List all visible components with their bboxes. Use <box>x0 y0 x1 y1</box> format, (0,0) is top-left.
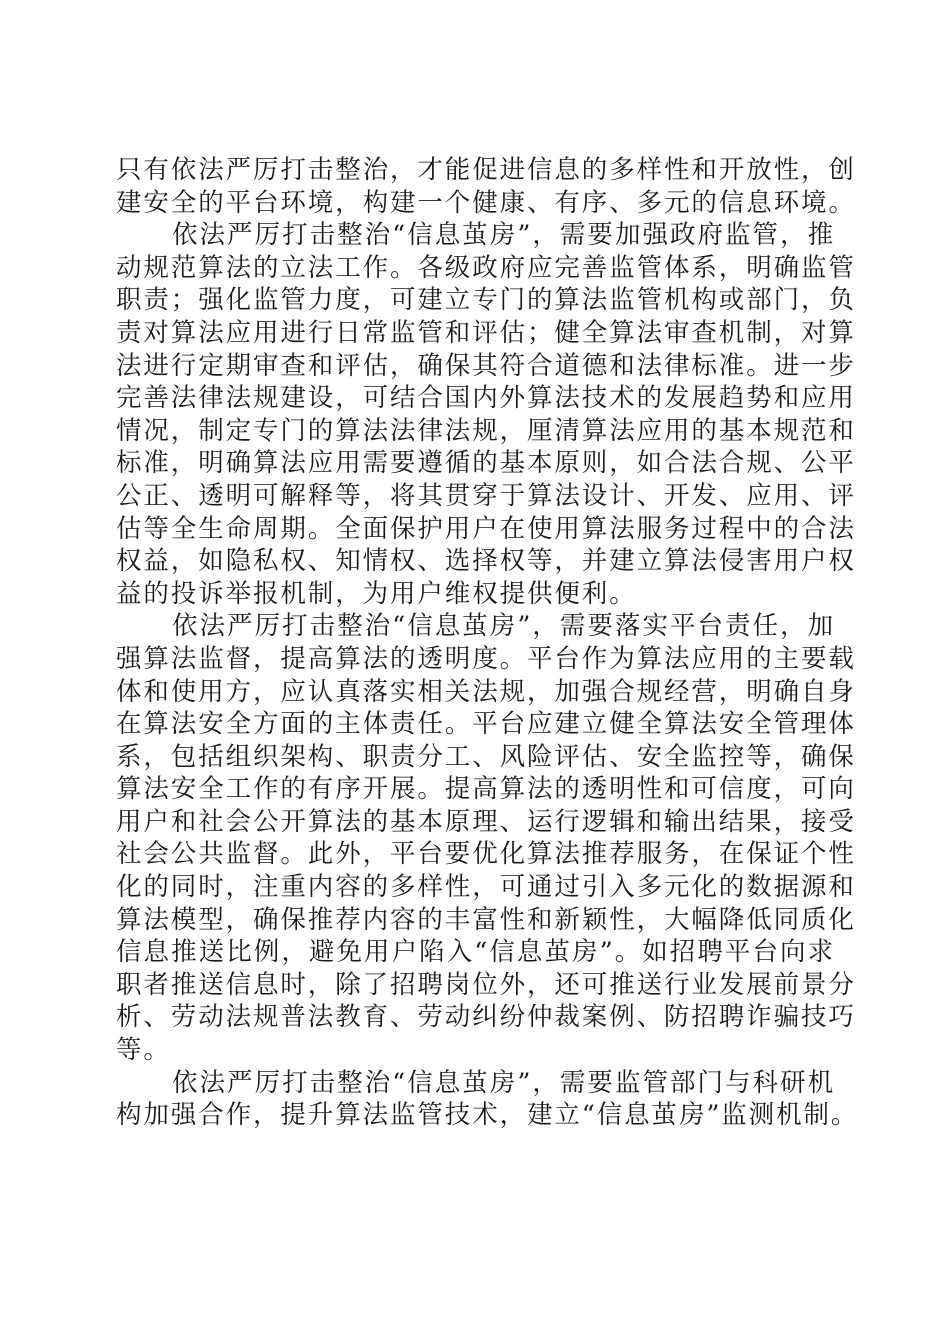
document-body <box>116 154 859 1132</box>
paragraph-line: 只有依法严厉打击整治，才能促进信息的多样性和开放性，创 <box>116 155 856 185</box>
paragraph <box>116 1067 859 1132</box>
paragraph-line: 权益，如隐私权、知情权、选择权等，并建立算法侵害用户权 <box>116 546 856 577</box>
paragraph-line: 构加强合作，提升算法监管技术，建立“信息茧房”监测机制。 <box>116 1100 859 1131</box>
paragraph-line: 完善法律法规建设，可结合国内外算法技术的发展趋势和应用 <box>116 383 856 414</box>
paragraph-line: 益的投诉举报机制，为用户维权提供便利。 <box>116 578 637 609</box>
paragraph-line: 职责；强化监管力度，可建立专门的算法监管机构或部门，负 <box>116 285 856 316</box>
paragraph-line: 依法严厉打击整治“信息茧房”，需要落实平台责任，加 <box>172 611 835 642</box>
paragraph-line: 系，包括组织架构、职责分工、风险评估、安全监控等，确保 <box>116 741 856 772</box>
paragraph-line: 职者推送信息时，除了招聘岗位外，还可推送行业发展前景分 <box>116 969 856 1000</box>
paragraph-line: 动规范算法的立法工作。各级政府应完善监管体系，明确监管 <box>116 252 856 283</box>
paragraph <box>116 154 856 219</box>
paragraph-line: 算法安全工作的有序开展。提高算法的透明性和可信度，可向 <box>116 774 856 805</box>
paragraph-line: 强算法监督，提高算法的透明度。平台作为算法应用的主要载 <box>116 643 856 674</box>
paragraph-line: 等。 <box>116 1035 171 1066</box>
paragraph-line: 社会公共监督。此外，平台要优化算法推荐服务，在保证个性 <box>116 839 856 870</box>
paragraph <box>116 610 856 1066</box>
paragraph-line: 情况，制定专门的算法法律法规，厘清算法应用的基本规范和 <box>116 415 856 446</box>
paragraph-line: 用户和社会公开算法的基本原理、运行逻辑和输出结果，接受 <box>116 806 856 837</box>
paragraph-line: 公正、透明可解释等，将其贯穿于算法设计、开发、应用、评 <box>116 480 856 511</box>
paragraph-line: 建安全的平台环境，构建一个健康、有序、多元的信息环境。 <box>116 187 856 218</box>
paragraph-line: 依法严厉打击整治“信息茧房”，需要监管部门与科研机 <box>172 1067 835 1098</box>
paragraph-line: 法进行定期审查和评估，确保其符合道德和法律标准。进一步 <box>116 350 856 381</box>
paragraph-line: 标准，明确算法应用需要遵循的基本原则，如合法合规、公平 <box>116 448 856 479</box>
paragraph-line: 化的同时，注重内容的多样性，可通过引入多元化的数据源和 <box>116 872 856 903</box>
paragraph <box>116 219 856 610</box>
paragraph-line: 估等全生命周期。全面保护用户在使用算法服务过程中的合法 <box>116 513 856 544</box>
paragraph-line: 依法严厉打击整治“信息茧房”，需要加强政府监管，推 <box>172 220 835 251</box>
paragraph-line: 体和使用方，应认真落实相关法规，加强合规经营，明确自身 <box>116 676 856 707</box>
paragraph-line: 析、劳动法规普法教育、劳动纠纷仲裁案例、防招聘诈骗技巧 <box>116 1002 856 1033</box>
paragraph-line: 信息推送比例，避免用户陷入“信息茧房”。如招聘平台向求 <box>116 937 835 968</box>
paragraph-line: 在算法安全方面的主体责任。平台应建立健全算法安全管理体 <box>116 709 856 740</box>
paragraph-line: 算法模型，确保推荐内容的丰富性和新颖性，大幅降低同质化 <box>116 904 856 935</box>
paragraph-line: 责对算法应用进行日常监管和评估；健全算法审查机制，对算 <box>116 317 856 348</box>
